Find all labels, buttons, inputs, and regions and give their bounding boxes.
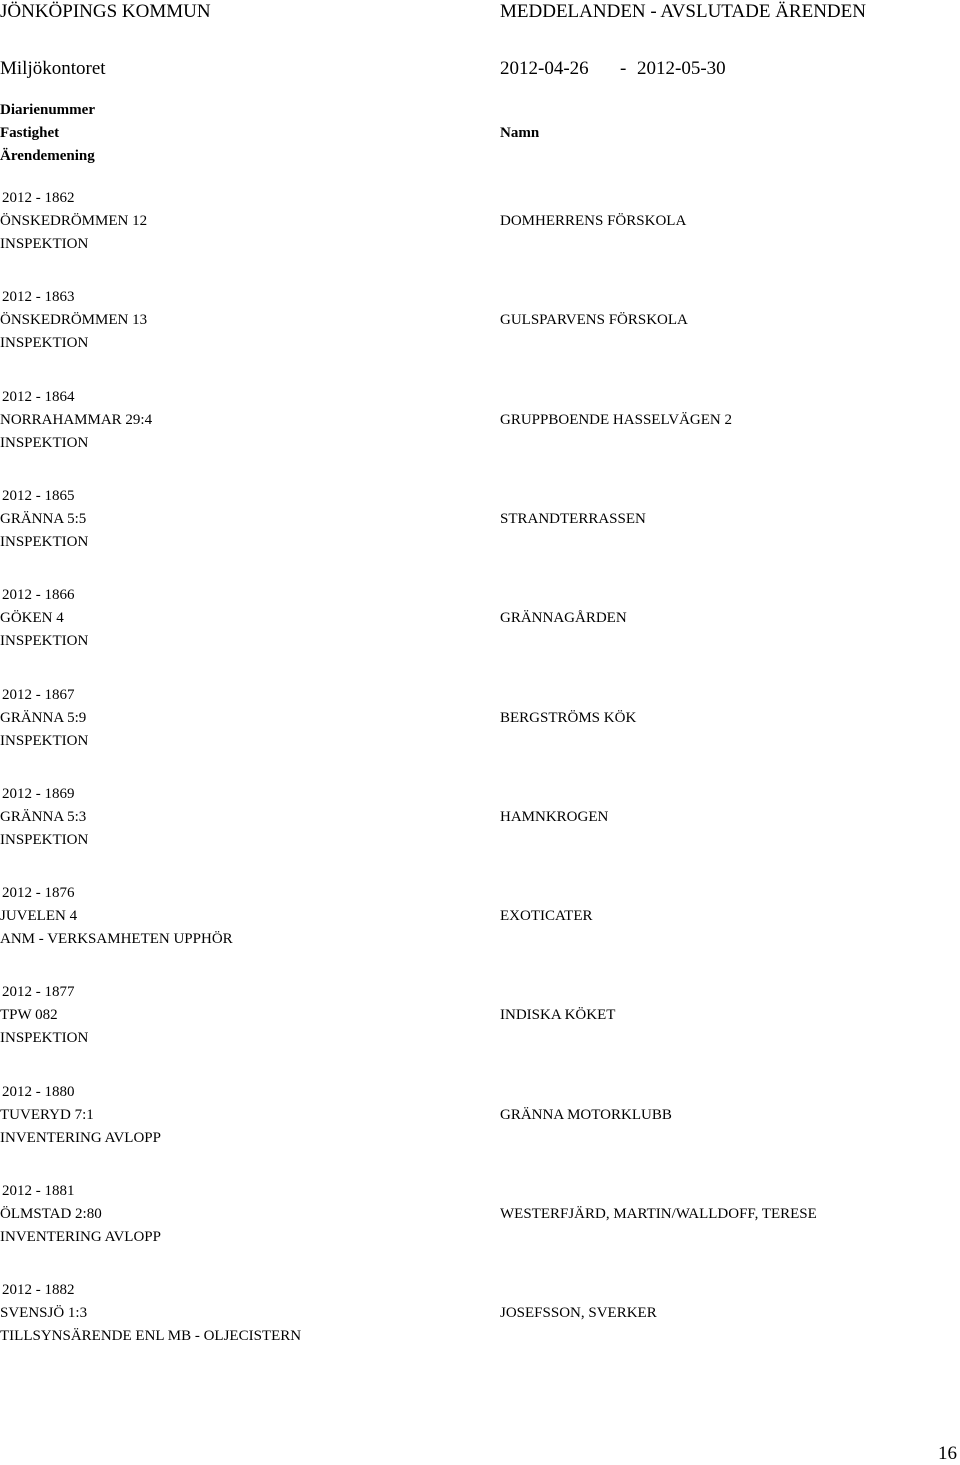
record-number: 2012 - 1882: [2, 1282, 75, 1298]
record-details: [0, 1180, 161, 1249]
record-number: 2012 - 1869: [2, 786, 75, 802]
list-item: [0, 485, 960, 555]
record-matter: INSPEKTION: [0, 236, 89, 252]
record-property: JUVELEN 4: [0, 908, 78, 924]
record-details: [0, 684, 88, 753]
date-to: 2012-05-30: [637, 58, 726, 79]
office-name: Miljökontoret: [0, 58, 106, 79]
record-details: [0, 1081, 161, 1150]
column-header-namn: Namn: [500, 125, 540, 141]
record-matter: INVENTERING AVLOPP: [0, 1229, 161, 1245]
page-number: 16: [938, 1443, 957, 1464]
record-number: 2012 - 1862: [2, 190, 75, 206]
list-item: [0, 584, 960, 654]
record-name: GRÄNNAGÅRDEN: [500, 610, 627, 626]
record-details: [0, 286, 147, 355]
record-property: ÖNSKEDRÖMMEN 12: [0, 213, 148, 229]
record-details: [0, 882, 233, 951]
record-matter: INSPEKTION: [0, 435, 89, 451]
record-matter: INSPEKTION: [0, 633, 89, 649]
record-name: JOSEFSSON, SVERKER: [500, 1305, 657, 1321]
record-property: GRÄNNA 5:3: [0, 809, 87, 825]
record-details: [0, 187, 147, 256]
record-matter: INSPEKTION: [0, 1030, 89, 1046]
record-name: INDISKA KÖKET: [500, 1007, 616, 1023]
record-property: GRÄNNA 5:9: [0, 710, 87, 726]
record-matter: INSPEKTION: [0, 733, 89, 749]
record-name: GULSPARVENS FÖRSKOLA: [500, 312, 688, 328]
record-property: GRÄNNA 5:5: [0, 511, 87, 527]
column-header-fastighet: Fastighet: [0, 125, 60, 141]
record-details: [0, 485, 88, 554]
record-name: BERGSTRÖMS KÖK: [500, 710, 637, 726]
record-details: [0, 981, 88, 1050]
list-item: [0, 1081, 960, 1151]
record-details: [0, 584, 88, 653]
record-name: HAMNKROGEN: [500, 809, 609, 825]
list-item: [0, 882, 960, 952]
list-item: [0, 1279, 960, 1349]
record-property: GÖKEN 4: [0, 610, 64, 626]
record-number: 2012 - 1876: [2, 885, 75, 901]
record-number: 2012 - 1863: [2, 289, 75, 305]
record-number: 2012 - 1877: [2, 984, 75, 1000]
record-details: [0, 783, 88, 852]
record-number: 2012 - 1867: [2, 687, 75, 703]
record-number: 2012 - 1864: [2, 389, 75, 405]
record-matter: INVENTERING AVLOPP: [0, 1130, 161, 1146]
date-separator: -: [620, 58, 627, 79]
record-number: 2012 - 1865: [2, 488, 75, 504]
column-header-arendemening: Ärendemening: [0, 148, 95, 164]
list-item: [0, 187, 960, 257]
list-item: [0, 386, 960, 456]
municipality-name: JÖNKÖPINGS KOMMUN: [0, 1, 211, 22]
record-matter: INSPEKTION: [0, 335, 89, 351]
record-number: 2012 - 1880: [2, 1084, 75, 1100]
list-item: [0, 981, 960, 1051]
record-matter: INSPEKTION: [0, 832, 89, 848]
record-name: GRÄNNA MOTORKLUBB: [500, 1107, 672, 1123]
record-property: ÖLMSTAD 2:80: [0, 1206, 102, 1222]
list-item: [0, 1180, 960, 1250]
record-matter: ANM - VERKSAMHETEN UPPHÖR: [0, 931, 233, 947]
record-property: TPW 082: [0, 1007, 58, 1023]
record-matter: INSPEKTION: [0, 534, 89, 550]
date-from: 2012-04-26: [500, 58, 589, 79]
record-details: [0, 1279, 301, 1348]
record-name: GRUPPBOENDE HASSELVÄGEN 2: [500, 412, 732, 428]
record-property: NORRAHAMMAR 29:4: [0, 412, 153, 428]
report-title: MEDDELANDEN - AVSLUTADE ÄRENDEN: [500, 1, 866, 22]
record-name: EXOTICATER: [500, 908, 593, 924]
record-details: [0, 386, 152, 455]
list-item: [0, 684, 960, 754]
record-name: DOMHERRENS FÖRSKOLA: [500, 213, 687, 229]
record-number: 2012 - 1866: [2, 587, 75, 603]
record-property: ÖNSKEDRÖMMEN 13: [0, 312, 148, 328]
list-item: [0, 783, 960, 853]
record-name: WESTERFJÄRD, MARTIN/WALLDOFF, TERESE: [500, 1206, 817, 1222]
record-property: TUVERYD 7:1: [0, 1107, 94, 1123]
column-header-diarienummer: Diarienummer: [0, 102, 95, 118]
record-name: STRANDTERRASSEN: [500, 511, 646, 527]
list-item: [0, 286, 960, 356]
record-matter: TILLSYNSÄRENDE ENL MB - OLJECISTERN: [0, 1328, 302, 1344]
record-property: SVENSJÖ 1:3: [0, 1305, 88, 1321]
record-number: 2012 - 1881: [2, 1183, 75, 1199]
